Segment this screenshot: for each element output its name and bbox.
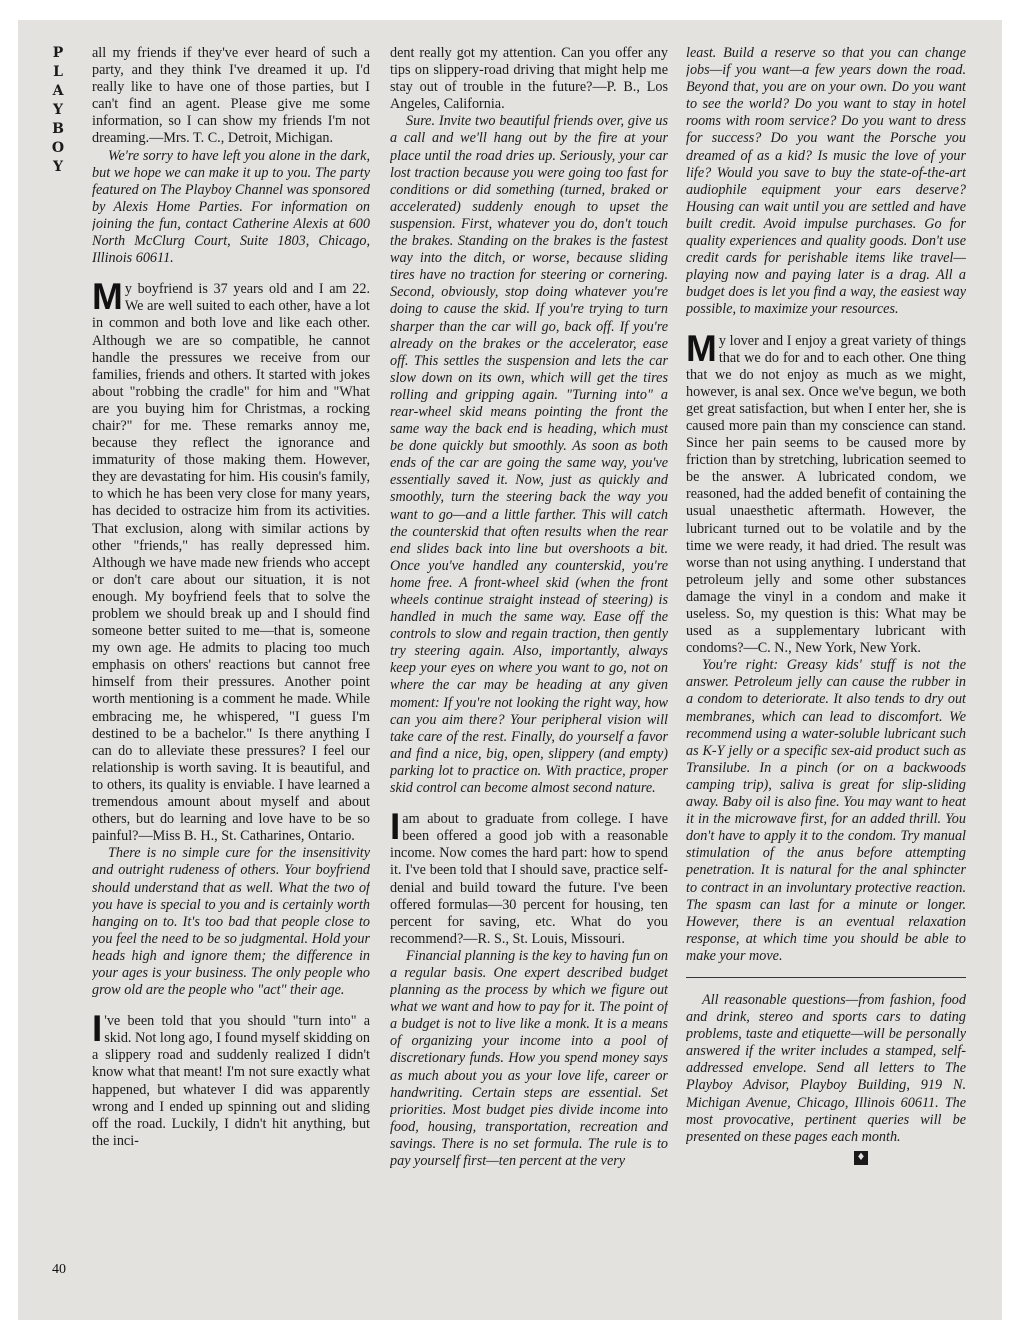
masthead-letter: B — [52, 121, 64, 137]
rabbit-head-icon: ♦ — [854, 1151, 868, 1165]
reader-question — [92, 45, 370, 148]
playboy-masthead — [40, 44, 76, 177]
paragraph-text: least. Build a reserve so that you can change jobs—if you want—a few years down the road. Beyond that, you are on your own. Do you want to see the world? Do you want to stay in hotel rooms with room service? Do you want to dress for success? Do you want the Porsche you dreamed of as a kid? Is music the love of your life? Would you save to buy the state-of-the-art audiophile equipment your ears deserve? Housing can wait until you are settled and have built credit. Avoid impulse purchases. Go for quality experiences and quality goods. Don't use credit cards for perishable items like travel—playing now and paying later is a drag. All a budget does is let you find a way, the easiest way possible, to maximize your resources. — [686, 45, 966, 318]
masthead-letter: O — [51, 140, 65, 156]
submission-note: All reasonable questions—from fashion, food and drink, stereo and sports cars to dating problems, taste and etiquette—will be personally answered if the writer includes a stamped, self-addressed envelope. Send all letters to The Playboy Advisor, Playboy Building, 919 N. Michigan Avenue, Chicago, Illinois 60611. The most provocative, pertinent queries will be presented on these pages each month. — [686, 991, 966, 1145]
reader-question — [92, 276, 370, 845]
text-column-1 — [92, 45, 370, 1290]
advisor-answer — [92, 148, 370, 268]
reader-question — [92, 1008, 370, 1150]
advisor-answer — [686, 45, 966, 319]
advisor-answer — [686, 657, 966, 965]
paragraph-text: We're sorry to have left you alone in the dark, but we hope we can make it up to you. The party featured on The Playboy Channel was sponsored by Alexis Home Parties. For information on joining the fun, contact Catherine Alexis at 600 North McClurg Court, Suite 1803, Chicago, Illinois 60611. — [92, 147, 370, 267]
advisor-answer — [92, 845, 370, 999]
text-column-3 — [686, 45, 966, 1290]
drop-cap: M — [92, 276, 123, 318]
paragraph-text: dent really got my attention. Can you offer any tips on slippery-road driving that might help me stay out of trouble in the future?—P. B., Los Angeles, California. — [390, 45, 668, 113]
advisor-answer — [390, 948, 668, 1170]
masthead-letter: Y — [53, 159, 63, 175]
text-column-2 — [390, 45, 668, 1290]
section-divider — [686, 977, 966, 978]
paragraph-text: There is no simple cure for the insensitivity and outright rudeness of others. Your boyfriend should understand that as well. What the two of you have is special to you and is certainly worth hanging on to. It's too bad that people close to you feel the need to be so judgmental. Hold your heads high and ignore them; the difference in your ages is your business. The only people who grow old are the people who "act" their age. — [92, 845, 370, 999]
advisor-answer — [390, 113, 668, 797]
masthead-letter: L — [53, 64, 63, 80]
page-number: 40 — [52, 1262, 66, 1277]
masthead-letter: P — [52, 45, 64, 61]
drop-cap: I — [92, 1008, 103, 1050]
reader-question — [390, 806, 668, 948]
paragraph-text: y boyfriend is 37 years old and I am 22. We are well suited to each other, have a lot in common and both love and like each other. Although we are so compatible, he cannot handle the pressures we receive from our families, friends and others. It started with jokes about "robbing the cradle" for him and "What are you buying him for Christmas, a rocking chair?" for me. These remarks annoy me, because they reflect the ignorance and immaturity of those making them. However, they are devastating for him. His cousin's family, to which he has been very close for many years, has decided to ostracize him from its activities. That exclusion, along with similar actions by other "friends," has really depressed him. Although we have made new friends who accept or don't care about our situation, it is not enough. My boyfriend feels that to solve the problem we should break up and I should find someone better suited to me—that is, someone my own age. He admits to placing too much emphasis on others' reactions but cannot free himself from their pressures. Another point worth mentioning is a comment he made. While embracing me, he whispered, "I guess I'm destined to be a bachelor." Is there anything I can do to alleviate these pressures? I feel our relationship is worth saving. It is beautiful, and to others, its quality is enviable. I have learned a tremendous amount about myself and about others, but do learning and love have to be so painful?—Miss B. H., St. Catharines, Ontario. — [92, 281, 370, 845]
reader-question — [686, 327, 966, 658]
paragraph-text: y lover and I enjoy a great variety of things that we do for and to each other. One thing that we do not enjoy as much as we might, however, is anal sex. Once we've begun, we both get great satisfaction, but when I enter her, she is caused more pain than my conscience can stand. Since her pain seems to be caused more by friction than by stretching, lubrication seemed to be the answer. A lubricated condom, we reasoned, had the added benefit of containing the usual unaesthetic aftermath. However, the lubricant turned out to be volatile and by the time we were ready, it had dried. The result was worse than not using anything. I understand that petroleum jelly and some other substances damage the vinyl in a condom and make it useless. So, my question is this: What may be used as a supplementary lubricant with condoms?—C. N., New York, New York. — [686, 332, 966, 657]
paragraph-text: am about to graduate from college. I have been offered a good job with a reasonable income. Now comes the hard part: how to spend it. I've been told that I should save, practice self-denial and build toward the future. I've been offered formulas—30 percent for housing, ten percent for saving, etc. What do you recommend?—R. S., St. Louis, Missouri. — [390, 811, 668, 947]
masthead-letter: Y — [53, 102, 63, 118]
drop-cap: I — [390, 806, 401, 848]
masthead-letter: A — [52, 83, 64, 99]
paragraph-text: 've been told that you should "turn into" a skid. Not long ago, I found myself skidding on a slippery road and suddenly realized I didn't know what that meant! I'm not sure exactly what happened, but whatever I did was apparently wrong and I ended up spinning out and sliding off the road. Luckily, I didn't hit anything, but the inci- — [92, 1013, 370, 1149]
drop-cap: M — [686, 327, 717, 369]
paragraph-text: You're right: Greasy kids' stuff is not the answer. Petroleum jelly can cause the rubber in a condom to deteriorate. It also tends to dry out membranes, which can lead to discomfort. We recommend using a water-soluble lubricant such as K-Y jelly or a specific sex-aid product such as Transilube. In a pinch (or on a backwoods camping trip), saliva is great for slip-sliding away. Baby oil is also fine. You may want to heat it in the microwave first, for an added thrill. You don't have to apply it to the condom. Try manual stimulation of the anus before attempting penetration. It is natural for the anal sphincter to contract in an involuntary protective reaction. The spasm can last for a minute or longer. However, there is an eventual relaxation response, at which time you should be able to make your move. — [686, 657, 966, 964]
paragraph-text: Sure. Invite two beautiful friends over, give us a call and we'll hang out by the fire at your place until the road dries up. Seriously, your car lost traction because you were going too fast for conditions or did something (turned, braked or accelerated) suddenly enough to upset the suspension. First, whatever you do, don't touch the brakes. Standing on the brakes is the fastest way into the ditch, or worse, because sliding tires have no traction for steering or cornering. Second, obviously, stop doing whatever you're doing to cause the skid. If you're trying to turn sharper than the car will go, back off. If you're already on the brakes or the accelerator, ease off. This settles the suspension and lets the car slow down on its own, which will get the tires rolling and gripping again. "Turning into" a rear-wheel skid means pointing the front the same way the back end is heading, which must be done quickly but smoothly. As soon as both ends of the car are going the same way, you've essentially saved it. Now, just as quickly and smoothly, turn the steering back the way you want to go—and a little farther. This will catch the counterskid that often results when the rear end slides back into line but overshoots a bit. Once you've handled any counterskid, you're home free. A front-wheel skid (when the front wheels continue straight instead of steering) is handled in much the same way. Ease off the controls to slow and regain traction, then gently try steering again. Also, importantly, always keep your eyes on where you want to go, not on where the car may be heading at any given moment: If you're not looking the right way, how can you aim there? Your peripheral vision will take care of the rest. Finally, do yourself a favor and find a nice, big, open, slippery (and empty) parking lot to practice on. With practice, proper skid control can become almost second nature. — [390, 113, 668, 797]
reader-question — [390, 45, 668, 113]
end-mark — [686, 1148, 966, 1165]
paragraph-text: Financial planning is the key to having fun on a regular basis. One expert described budget planning as the process by which we figure out what we want and how to pay for it. The point of a budget is not to live like a monk. It is a means of organizing your income into a pool of discretionary funds. How you spend money says as much about you as your love life, career or handwriting. Certain steps are essential. Set priorities. Most budget pies divide income into food, housing, transportation, recreation and savings. There is no set formula. The rule is to pay yourself first—ten percent at the very — [390, 947, 668, 1169]
paragraph-text: all my friends if they've ever heard of such a party, and they think I've dreamed it up. I'd really like to have one of those parties, but I can't find an agent. Please give me some information, so I can show my friends I'm not dreaming.—Mrs. T. C., Detroit, Michigan. — [92, 45, 370, 147]
